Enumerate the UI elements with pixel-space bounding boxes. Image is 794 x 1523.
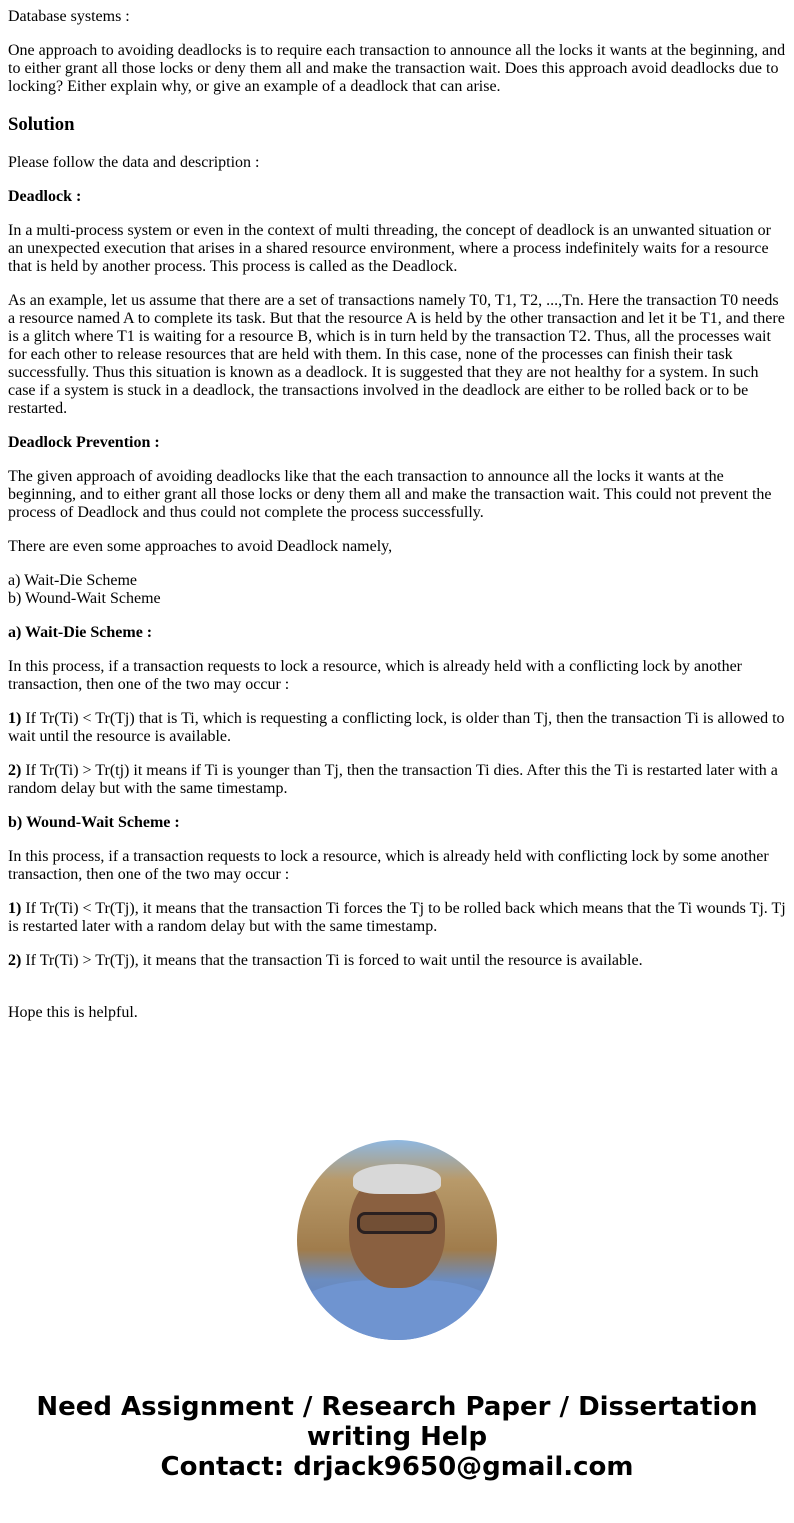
author-avatar [297, 1140, 497, 1340]
closing-text: Hope this is helpful. [8, 1004, 138, 1021]
approaches-intro: There are even some approaches to avoid Deadlock namely, [8, 538, 393, 555]
wait-die-heading-text: a) Wait-Die Scheme : [8, 624, 153, 641]
item-number: 2) [8, 952, 22, 969]
deadlock-heading-text: Deadlock : [8, 188, 82, 205]
contact-banner [8, 1392, 786, 1482]
scheme-item: a) Wait-Die Scheme [8, 572, 138, 589]
item-text: If Tr(Ti) < Tr(Tj), it means that the transaction Ti forces the Tj to be rolled back which means that the Ti wounds Tj. Tj is restarted later with a random delay but with the same timestamp. [8, 900, 786, 935]
hair-shape [353, 1164, 441, 1194]
item-text: If Tr(Ti) > Tr(Tj), it means that the transaction Ti is forced to wait until the resource is available. [21, 952, 643, 969]
item-number: 1) [8, 710, 22, 727]
prevention-heading-text: Deadlock Prevention : [8, 434, 160, 451]
question-text: One approach to avoiding deadlocks is to require each transaction to announce all the locks it wants at the beginning, and to either grant all those locks or deny them all and make the transaction wait. Does this approach avoid deadlocks due to locking? Either explain why, or give an example of a deadlock that can arise. [8, 42, 786, 95]
document [8, 8, 786, 1022]
prevention-heading [8, 434, 786, 452]
solution-heading: Solution [8, 114, 75, 135]
wound-wait-heading [8, 814, 786, 832]
wound-wait-heading-text: b) Wound-Wait Scheme : [8, 814, 180, 831]
deadlock-example: As an example, let us assume that there are a set of transactions namely T0, T1, T2, ...,Tn. Here the transaction T0 needs a resource named A to complete its task. But that the resource A is held by the other transaction and let it be T1, and there is a glitch where T1 is waiting for a resource B, which is in turn held by the transaction T2. Thus, all the processes wait for each other to release resources that are held with them. In this case, none of the processes can finish their task successfully. Thus this situation is known as a deadlock. It is suggested that they are not healthy for a system. In such case if a system is stuck in a deadlock, the transactions involved in the deadlock are either to be rolled back or to be restarted. [8, 292, 785, 417]
author-photo-container [8, 1140, 786, 1340]
wait-die-heading [8, 624, 786, 642]
wait-die-item [8, 710, 786, 746]
item-number: 1) [8, 900, 22, 917]
wound-wait-item [8, 900, 786, 936]
glasses-shape [357, 1212, 437, 1234]
scheme-list [8, 572, 786, 608]
wait-die-item [8, 762, 786, 798]
item-number: 2) [8, 762, 22, 779]
wound-wait-intro: In this process, if a transaction requests to lock a resource, which is already held with conflicting lock by some another transaction, then one of the two may occur : [8, 848, 769, 883]
wait-die-intro: In this process, if a transaction requests to lock a resource, which is already held with a conflicting lock by another transaction, then one of the two may occur : [8, 658, 742, 693]
banner-headline: Need Assignment / Research Paper / Dissertation writing Help [36, 1392, 758, 1452]
solution-intro: Please follow the data and description : [8, 154, 260, 171]
question-subject: Database systems : [8, 8, 130, 25]
banner-contact: Contact: drjack9650@gmail.com [160, 1452, 634, 1482]
wound-wait-item [8, 952, 786, 970]
deadlock-definition: In a multi-process system or even in the context of multi threading, the concept of deadlock is an unwanted situation or an unexpected execution that arises in a shared resource environment, where a process indefinitely waits for a resource that is held by another process. This process is called as the Deadlock. [8, 222, 771, 275]
shirt-shape [297, 1280, 497, 1340]
item-text: If Tr(Ti) < Tr(Tj) that is Ti, which is requesting a conflicting lock, is older than Tj, then the transaction Ti is allowed to wait until the resource is available. [8, 710, 785, 745]
prevention-paragraph: The given approach of avoiding deadlocks like that the each transaction to announce all the locks it wants at the beginning, and to either grant all those locks or deny them all and make the transaction wait. This could not prevent the process of Deadlock and thus could not complete the process successfully. [8, 468, 772, 521]
deadlock-heading [8, 188, 786, 206]
scheme-item: b) Wound-Wait Scheme [8, 590, 161, 607]
item-text: If Tr(Ti) > Tr(tj) it means if Ti is younger than Tj, then the transaction Ti dies. After this the Ti is restarted later with a random delay but with the same timestamp. [8, 762, 778, 797]
